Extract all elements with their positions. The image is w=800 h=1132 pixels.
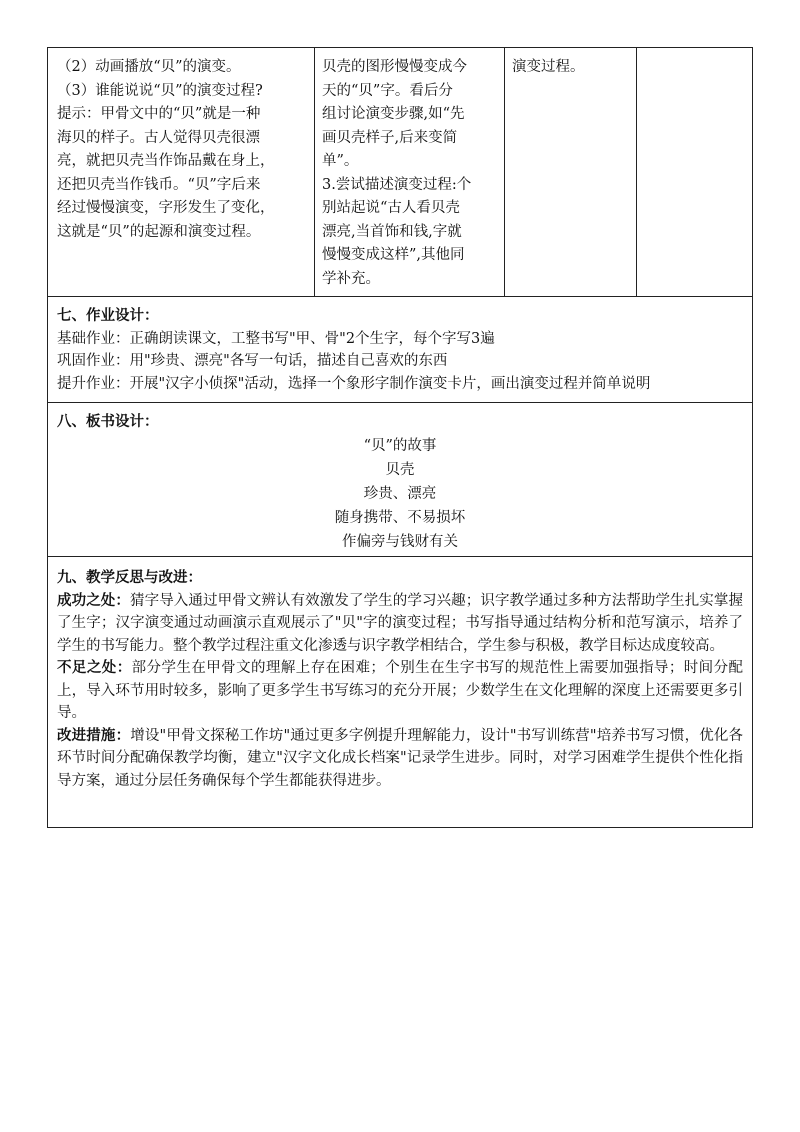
text-line: 提示：甲骨文中的“贝”就是一种 bbox=[57, 106, 261, 122]
empty-cell bbox=[637, 48, 752, 296]
text-line: 别站起说“古人看贝壳 bbox=[322, 200, 460, 216]
text-line: 漂亮,当首饰和钱,字就 bbox=[322, 223, 462, 240]
shortcoming-paragraph bbox=[57, 657, 743, 725]
success-text: 猜字导入通过甲骨文辨认有效激发了学生的学习兴趣；识字教学通过多种方法帮助学生扎实掌握了生字；汉字演变通过动画演示直观展示了"贝"字的演变过程；书写指导通过结构分析和范写演示，培养了学生的书写能力。整个教学过程注重文化渗透与识字教学相结合，学生参与积极，教学目标达成度较高。 bbox=[57, 592, 744, 654]
text-line: 画贝壳样子,后来变简 bbox=[322, 129, 458, 146]
text-line: 亮，就把贝壳当作饰品戴在身上， bbox=[57, 153, 275, 169]
text-line: 经过慢慢演变，字形发生了变化， bbox=[57, 200, 275, 216]
board-line: “贝”的故事 bbox=[363, 437, 437, 454]
board-design-section bbox=[48, 403, 752, 557]
text-line: 学补充。 bbox=[322, 270, 380, 287]
text-line: 演变过程。 bbox=[512, 59, 585, 75]
text-line: 还把贝壳当作钱币。“贝”字后来 bbox=[57, 176, 261, 193]
activity-row bbox=[48, 48, 752, 297]
improvement-text: 增设"甲骨文探秘工作坊"通过更多字例提升理解能力，设计"书写训练营"培养书写习惯，优化各环节时间分配确保教学均衡，建立"汉字文化成长档案"记录学生进步。同时，对学习困难学生提供个性化指导方案，通过分层任务确保每个学生都能获得进步。 bbox=[57, 727, 743, 789]
text-line: 组讨论演变步骤,如“先 bbox=[322, 106, 465, 122]
improvement-paragraph bbox=[57, 725, 743, 793]
homework-section bbox=[48, 297, 752, 403]
text-line: 慢慢变成这样”,其他同 bbox=[322, 247, 465, 263]
shortcoming-text: 部分学生在甲骨文的理解上存在困难；个别生在生字书写的规范性上需要加强指导；时间分配上，导入环节用时较多，影响了更多学生书写练习的充分开展；少数学生在文化理解的深度上还需要更多引导。 bbox=[57, 660, 744, 721]
design-intent-cell bbox=[505, 48, 637, 296]
text-line: 海贝的样子。古人觉得贝壳很漂 bbox=[57, 129, 260, 146]
success-paragraph bbox=[57, 590, 743, 658]
text-line: 巩固作业：用"珍贵、漂亮"各写一句话，描述自己喜欢的东西 bbox=[57, 353, 448, 369]
text-line: 这就是“贝”的起源和演变过程。 bbox=[57, 223, 261, 240]
text-line: （3）谁能说说“贝”的演变过程? bbox=[57, 82, 263, 99]
lesson-plan-table bbox=[47, 47, 753, 828]
improvement-label: 改进措施： bbox=[57, 727, 131, 744]
text-line: 基础作业：正确朗读课文，工整书写"甲、骨"2个生字，每个字写3遍 bbox=[57, 330, 495, 347]
board-line: 珍贵、漂亮 bbox=[363, 485, 437, 502]
board-line: 贝壳 bbox=[385, 461, 415, 478]
board-line: 作偏旁与钱财有关 bbox=[342, 533, 458, 550]
success-label: 成功之处： bbox=[57, 592, 130, 609]
text-line: （2）动画播放“贝”的演变。 bbox=[57, 59, 241, 75]
board-line: 随身携带、不易损坏 bbox=[334, 509, 466, 526]
section-title: 七、作业设计： bbox=[57, 308, 159, 324]
text-line: 单”。 bbox=[322, 153, 359, 169]
text-line: 天的“贝”字。看后分 bbox=[322, 82, 453, 99]
section-title: 九、教学反思与改进： bbox=[57, 570, 202, 586]
shortcoming-label: 不足之处： bbox=[57, 660, 132, 676]
reflection-section bbox=[48, 557, 752, 827]
student-activity-cell bbox=[315, 48, 505, 296]
teacher-activity-cell bbox=[48, 48, 315, 296]
section-title: 八、板书设计： bbox=[57, 414, 159, 430]
text-line: 贝壳的图形慢慢变成今 bbox=[322, 59, 467, 75]
text-line: 3.尝试描述演变过程:个 bbox=[322, 176, 472, 193]
text-line: 提升作业：开展"汉字小侦探"活动，选择一个象形字制作演变卡片，画出演变过程并简单说明 bbox=[57, 375, 651, 392]
